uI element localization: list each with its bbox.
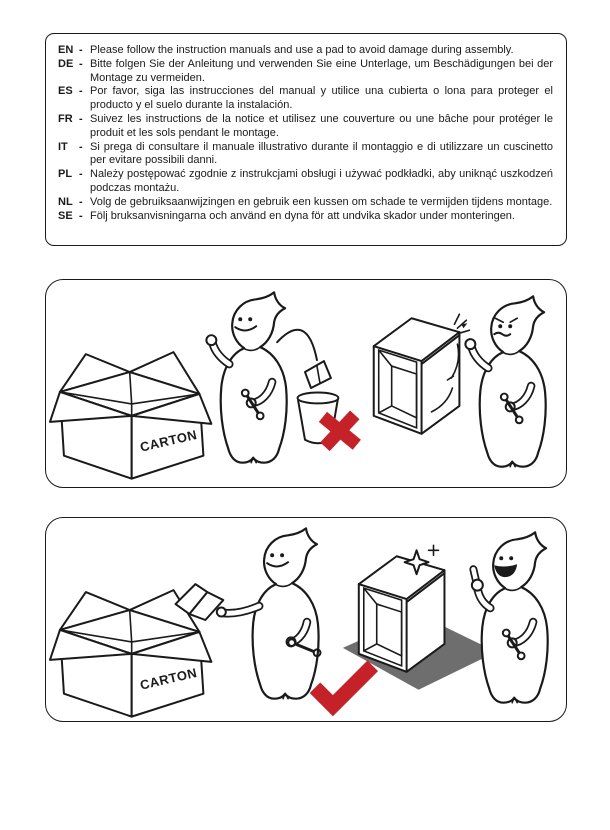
lang-text: Por favor, siga las instrucciones del manual y utilice una cubierta o lona para proteger el producto y el suelo durante la instalación.: [90, 85, 553, 112]
lang-separator: -: [79, 209, 83, 222]
lang-code: ES: [58, 85, 73, 98]
lang-code: PL: [58, 168, 73, 181]
panel-wrong-way: [45, 279, 567, 488]
ghost-thumbs-up: [472, 532, 548, 702]
lang-text: Suivez les instructions de la notice et utilisez une couverture ou une bâche pour protéger le produit et les sols pendant le montage.: [90, 112, 553, 139]
notice-line-fr: [58, 113, 553, 141]
notice-line-pl: [58, 168, 553, 196]
multilingual-notice-box: [45, 33, 567, 246]
lang-code: IT: [58, 140, 68, 153]
discarded-manual: [305, 361, 331, 388]
lang-code: FR: [58, 112, 73, 125]
ghost-tossing-manual: [206, 292, 286, 462]
thumb-up-hand: [472, 569, 483, 590]
lang-code: SE: [58, 209, 73, 222]
carton-box: [50, 352, 211, 479]
lang-separator: -: [79, 140, 83, 153]
raised-hand: [206, 335, 216, 345]
right-way-illustration: [46, 518, 566, 721]
damaged-cabinet: [374, 314, 470, 434]
wrong-way-illustration: [46, 280, 566, 487]
carton-label: CARTON: [138, 664, 199, 693]
notice-line-es: [58, 85, 553, 113]
manual-trajectory-arc: [277, 330, 317, 360]
panel-right-way: [45, 517, 567, 722]
lang-text: Följ bruksanvisningarna och använd en dyna för att undvika skador under monteringen.: [90, 209, 515, 222]
red-check-icon: [315, 666, 373, 706]
lang-text: Volg de gebruiksaanwijzingen en gebruik een kussen om schade te vermijden tijdens montage.: [90, 195, 553, 208]
lang-text: Si prega di consultare il manuale illustrativo durante il montaggio e di utilizzare un cuscinetto per evitare possibili danni.: [90, 140, 553, 167]
notice-line-se: [58, 210, 553, 224]
lang-text: Bitte folgen Sie der Anleitung und verwenden Sie eine Unterlage, um Beschädigungen bei der Montage zu vermeiden.: [90, 57, 553, 84]
lang-code: DE: [58, 57, 74, 70]
lang-separator: -: [79, 168, 83, 181]
lang-text: Należy postępować zgodnie z instrukcjami obsługi i używać podkładki, aby uniknąć uszkodzeń podczas montażu.: [90, 168, 553, 194]
lang-separator: -: [79, 112, 83, 125]
notice-line-it: [58, 141, 553, 169]
lang-code: EN: [58, 44, 74, 56]
notice-line-de: [58, 58, 553, 86]
carton-label: CARTON: [138, 426, 199, 455]
notice-line-nl: [58, 196, 553, 210]
lang-separator: -: [79, 85, 83, 98]
ghost-worried: [465, 296, 545, 466]
lang-code: NL: [58, 195, 73, 208]
lang-separator: -: [79, 57, 83, 70]
notice-line-en: [58, 44, 553, 58]
assembled-cabinet: [359, 556, 445, 672]
lang-text: Please follow the instruction manuals and use a pad to avoid damage during assembly.: [90, 44, 514, 56]
lang-separator: -: [79, 44, 83, 56]
lang-separator: -: [79, 195, 83, 208]
